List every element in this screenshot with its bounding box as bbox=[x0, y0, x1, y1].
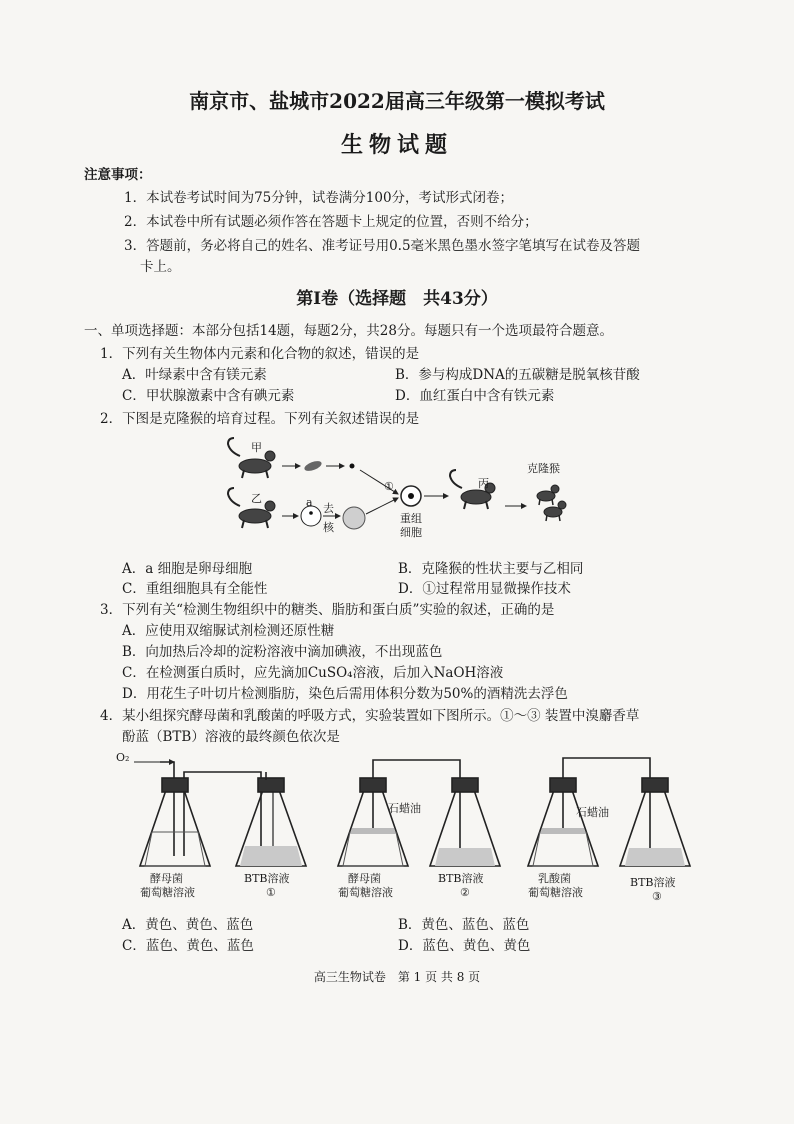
label-paraffin-3: 石蜡油 bbox=[576, 806, 609, 819]
section-title: 第Ⅰ卷（选择题 共43分） bbox=[296, 289, 498, 309]
label-n1: ① bbox=[266, 886, 276, 899]
notice-item-3-cont: 卡上。 bbox=[140, 259, 181, 275]
q3-option-d: D．用花生子叶切片检测脂肪，染色后需用体积分数为50%的酒精洗去浮色 bbox=[122, 686, 568, 702]
label-he: 核 bbox=[323, 521, 334, 534]
q4-option-b: B．黄色、蓝色、蓝色 bbox=[398, 917, 530, 933]
q4-option-a: A．黄色、黄色、蓝色 bbox=[122, 917, 254, 933]
label-glucose-1: 葡萄糖溶液 bbox=[140, 886, 195, 899]
q3-option-b: B．向加热后冷却的淀粉溶液中滴加碘液，不出现蓝色 bbox=[122, 644, 443, 660]
q2-stem: 2．下图是克隆猴的培育过程。下列有关叙述错误的是 bbox=[100, 411, 420, 427]
q4-option-c: C．蓝色、黄色、蓝色 bbox=[122, 938, 254, 954]
page-footer: 高三生物试卷 第 1 页 共 8 页 bbox=[313, 970, 481, 984]
label-btb-1: BTB溶液 bbox=[244, 872, 290, 885]
label-recombinant: 重组 bbox=[400, 512, 422, 525]
notice-item-2: 2．本试卷中所有试题必须作答在答题卡上规定的位置，否则不给分； bbox=[124, 214, 538, 230]
q1-stem: 1．下列有关生物体内元素和化合物的叙述，错误的是 bbox=[100, 346, 420, 362]
label-paraffin-2: 石蜡油 bbox=[388, 802, 421, 815]
notice-item-3: 3．答题前，务必将自己的姓名、准考证号用0.5毫米黑色墨水签字笔填写在试卷及答题 bbox=[124, 238, 641, 254]
label-yeast-2: 酵母菌 bbox=[348, 872, 381, 885]
q3-option-c: C．在检测蛋白质时，应先滴加CuSO₄溶液，后加入NaOH溶液 bbox=[122, 665, 504, 681]
q4-stem-line1: 4．某小组探究酵母菌和乳酸菌的呼吸方式，实验装置如下图所示。①～③ 装置中溴麝香草 bbox=[100, 708, 640, 724]
label-a: a bbox=[306, 496, 313, 509]
notice-heading: 注意事项： bbox=[84, 167, 152, 183]
q2-option-d: D．①过程常用显微操作技术 bbox=[398, 581, 571, 597]
label-clone-monkey: 克隆猴 bbox=[527, 462, 560, 475]
q1-option-b: B．参与构成DNA的五碳糖是脱氧核苷酸 bbox=[395, 367, 640, 383]
q3-option-a: A．应使用双缩脲试剂检测还原性糖 bbox=[122, 623, 335, 639]
flask-liquid-fills bbox=[145, 828, 685, 866]
label-qu: 去 bbox=[323, 502, 334, 515]
q4-stem-line2: 酚蓝（BTB）溶液的最终颜色依次是 bbox=[122, 729, 340, 745]
q1-option-c: C．甲状腺激素中含有碘元素 bbox=[122, 388, 295, 404]
exam-subtitle: 生物试题 bbox=[340, 132, 453, 158]
label-bing: 丙 bbox=[478, 477, 489, 490]
label-cell: 细胞 bbox=[400, 526, 422, 539]
q2-option-c: C．重组细胞具有全能性 bbox=[122, 581, 268, 597]
exam-title: 南京市、盐城市2022届高三年级第一模拟考试 bbox=[189, 89, 605, 113]
section-instruction: 一、单项选择题：本部分包括14题，每题2分，共28分。每题只有一个选项最符合题意。 bbox=[84, 323, 613, 339]
label-yi: 乙 bbox=[251, 492, 262, 505]
q1-option-d: D．血红蛋白中含有铁元素 bbox=[395, 388, 555, 404]
label-yeast-1: 酵母菌 bbox=[150, 872, 183, 885]
notice-item-1: 1．本试卷考试时间为75分钟，试卷满分100分，考试形式闭卷； bbox=[124, 190, 514, 206]
label-glucose-2: 葡萄糖溶液 bbox=[338, 886, 393, 899]
label-jia: 甲 bbox=[251, 441, 262, 454]
label-btb-3: BTB溶液 bbox=[630, 876, 676, 889]
label-glucose-3: 葡萄糖溶液 bbox=[528, 886, 583, 899]
q2-option-a: A．a 细胞是卵母细胞 bbox=[122, 561, 253, 577]
q4-option-d: D．蓝色、黄色、黄色 bbox=[398, 938, 531, 954]
label-n2: ② bbox=[460, 886, 470, 899]
label-n3: ③ bbox=[652, 890, 662, 903]
q1-option-a: A．叶绿素中含有镁元素 bbox=[122, 367, 267, 383]
label-lactic: 乳酸菌 bbox=[538, 872, 571, 885]
label-step-1: ① bbox=[384, 480, 394, 493]
q2-option-b: B．克隆猴的性状主要与乙相同 bbox=[398, 561, 584, 577]
label-o2: O₂ bbox=[116, 751, 130, 764]
label-btb-2: BTB溶液 bbox=[438, 872, 484, 885]
q3-stem: 3．下列有关“检测生物组织中的糖类、脂肪和蛋白质”实验的叙述，正确的是 bbox=[100, 602, 555, 618]
